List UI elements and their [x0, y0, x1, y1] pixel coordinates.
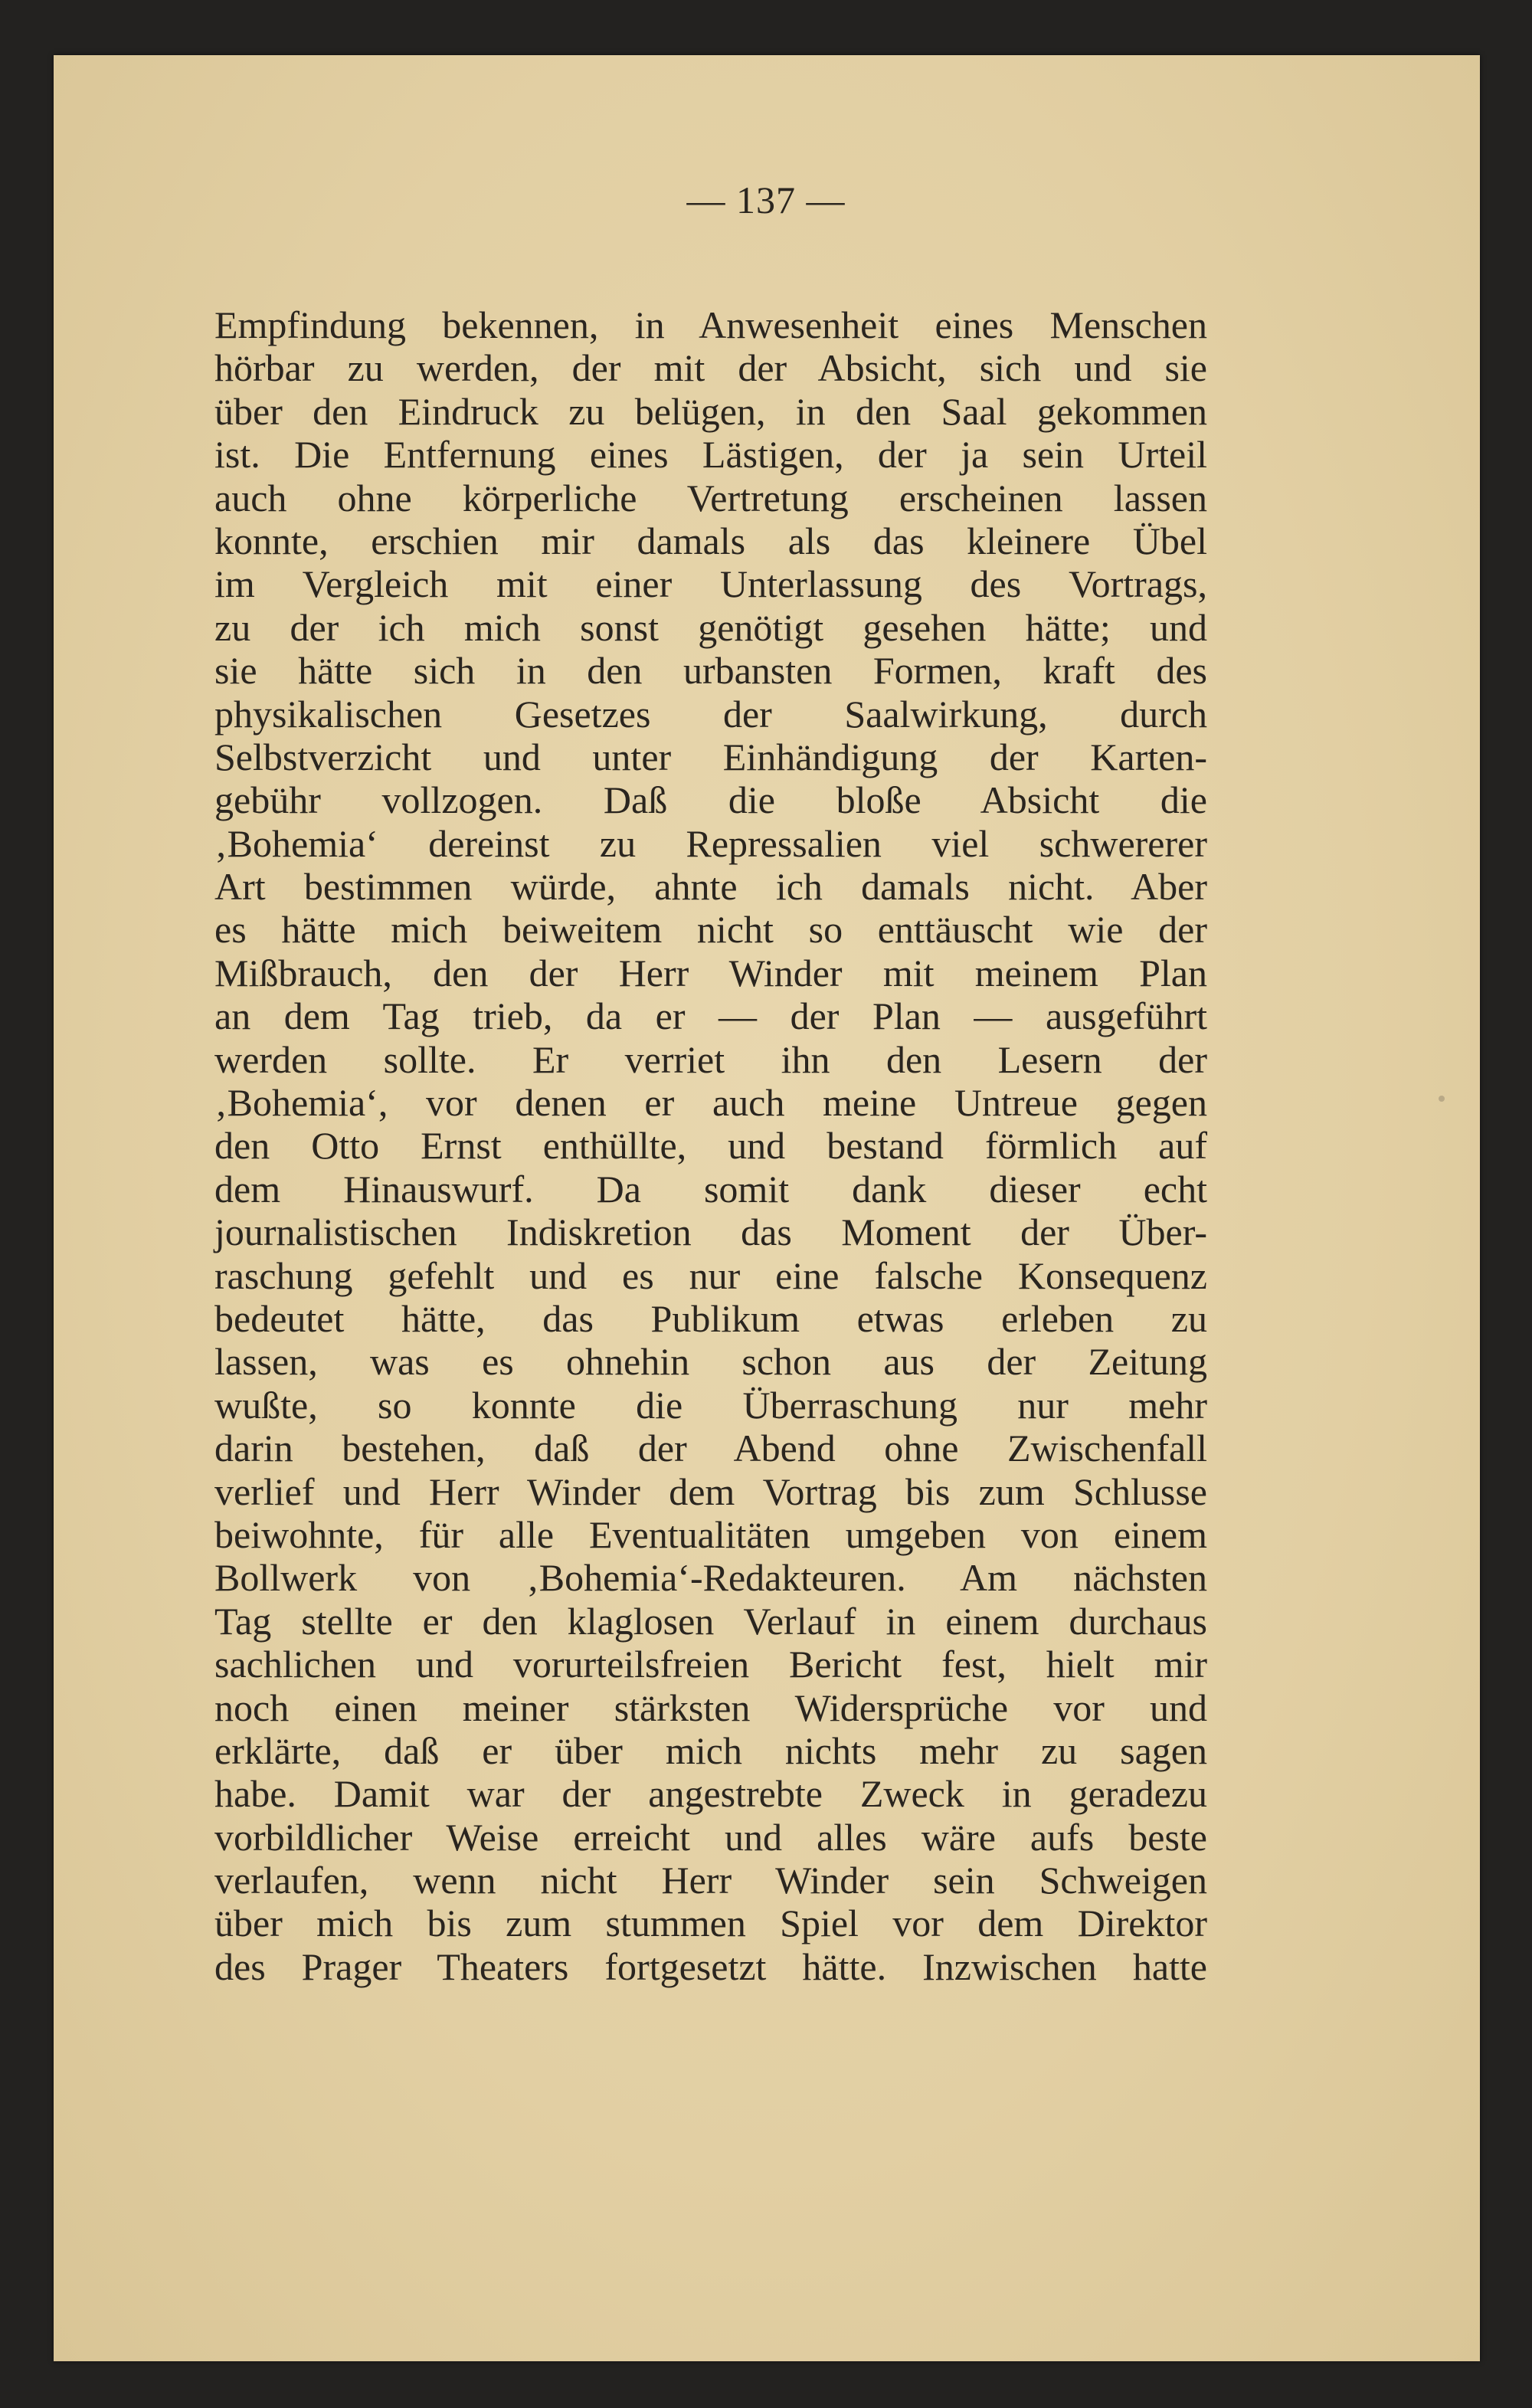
text-line: über den Eindruck zu belügen, in den Saal gekommen: [214, 389, 1207, 433]
text-line: dem Hinauswurf. Da somit dank dieser echt: [214, 1167, 1207, 1211]
text-line: werden sollte. Er verriet ihn den Lesern der: [214, 1037, 1207, 1081]
text-line: physikalischen Gesetzes der Saalwirkung, durch: [214, 692, 1207, 736]
text-line: bedeutet hätte, das Publikum etwas erleben zu: [214, 1296, 1207, 1340]
text-line: verlief und Herr Winder dem Vortrag bis zum Schlusse: [214, 1469, 1207, 1513]
text-line: auch ohne körperliche Vertretung erscheinen lassen: [214, 476, 1207, 519]
text-line: verlaufen, wenn nicht Herr Winder sein Schweigen: [214, 1859, 1207, 1902]
text-line: erklärte, daß er über mich nichts mehr zu sagen: [214, 1728, 1207, 1772]
text-line: ‚Bohemia‘ dereinst zu Repressalien viel schwererer: [214, 821, 1207, 865]
text-line: darin bestehen, daß der Abend ohne Zwischenfall: [214, 1427, 1207, 1470]
text-line: Selbstverzicht und unter Einhändigung der Karten-: [214, 735, 1207, 778]
text-line: habe. Damit war der angestrebte Zweck in geradezu: [214, 1772, 1207, 1816]
text-line: ‚Bohemia‘, vor denen er auch meine Untreue gegen: [214, 1081, 1207, 1125]
text-line: Tag stellte er den klaglosen Verlauf in einem durchaus: [214, 1599, 1207, 1643]
body-text: [214, 303, 1207, 1988]
page-number: — 137 —: [686, 179, 846, 221]
text-line: über mich bis zum stummen Spiel vor dem Direktor: [214, 1902, 1207, 1945]
text-line: Mißbrauch, den der Herr Winder mit meinem Plan: [214, 951, 1207, 994]
text-line: wußte, so konnte die Überraschung nur mehr: [214, 1383, 1207, 1427]
text-line: im Vergleich mit einer Unterlassung des Vortrags,: [214, 562, 1207, 606]
text-line: hörbar zu werden, der mit der Absicht, sich und sie: [214, 346, 1207, 390]
text-line: Art bestimmen würde, ahnte ich damals nicht. Aber: [214, 865, 1207, 909]
text-line: zu der ich mich sonst genötigt gesehen hätte; und: [214, 605, 1207, 649]
text-line: ist. Die Entfernung eines Lästigen, der ja sein Urteil: [214, 433, 1207, 477]
text-line: es hätte mich beiweitem nicht so enttäuscht wie der: [214, 908, 1207, 952]
text-line: sachlichen und vorurteilsfreien Bericht fest, hielt mir: [214, 1643, 1207, 1686]
text-line: Empfindung bekennen, in Anwesenheit eines Menschen: [214, 303, 1207, 346]
text-line: sie hätte sich in den urbansten Formen, kraft des: [214, 649, 1207, 693]
text-line: den Otto Ernst enthüllte, und bestand förmlich auf: [214, 1124, 1207, 1168]
text-line: gebühr vollzogen. Daß die bloße Absicht die: [214, 778, 1207, 822]
text-line: des Prager Theaters fortgesetzt hätte. Inzwischen hatte: [214, 1944, 1207, 1988]
text-line: beiwohnte, für alle Eventualitäten umgeben von einem: [214, 1512, 1207, 1556]
text-line: vorbildlicher Weise erreicht und alles wäre aufs beste: [214, 1815, 1207, 1859]
text-line: konnte, erschien mir damals als das kleinere Übel: [214, 519, 1207, 562]
text-line: journalistischen Indiskretion das Moment der Über-: [214, 1211, 1207, 1254]
text-line: lassen, was es ohnehin schon aus der Zeitung: [214, 1340, 1207, 1384]
text-line: raschung gefehlt und es nur eine falsche Konsequenz: [214, 1253, 1207, 1297]
paper-speck: [1439, 1096, 1445, 1102]
text-line: an dem Tag trieb, da er — der Plan — ausgeführt: [214, 994, 1207, 1038]
text-line: Bollwerk von ‚Bohemia‘-Redakteuren. Am nächsten: [214, 1556, 1207, 1600]
text-line: noch einen meiner stärksten Widersprüche vor und: [214, 1686, 1207, 1729]
